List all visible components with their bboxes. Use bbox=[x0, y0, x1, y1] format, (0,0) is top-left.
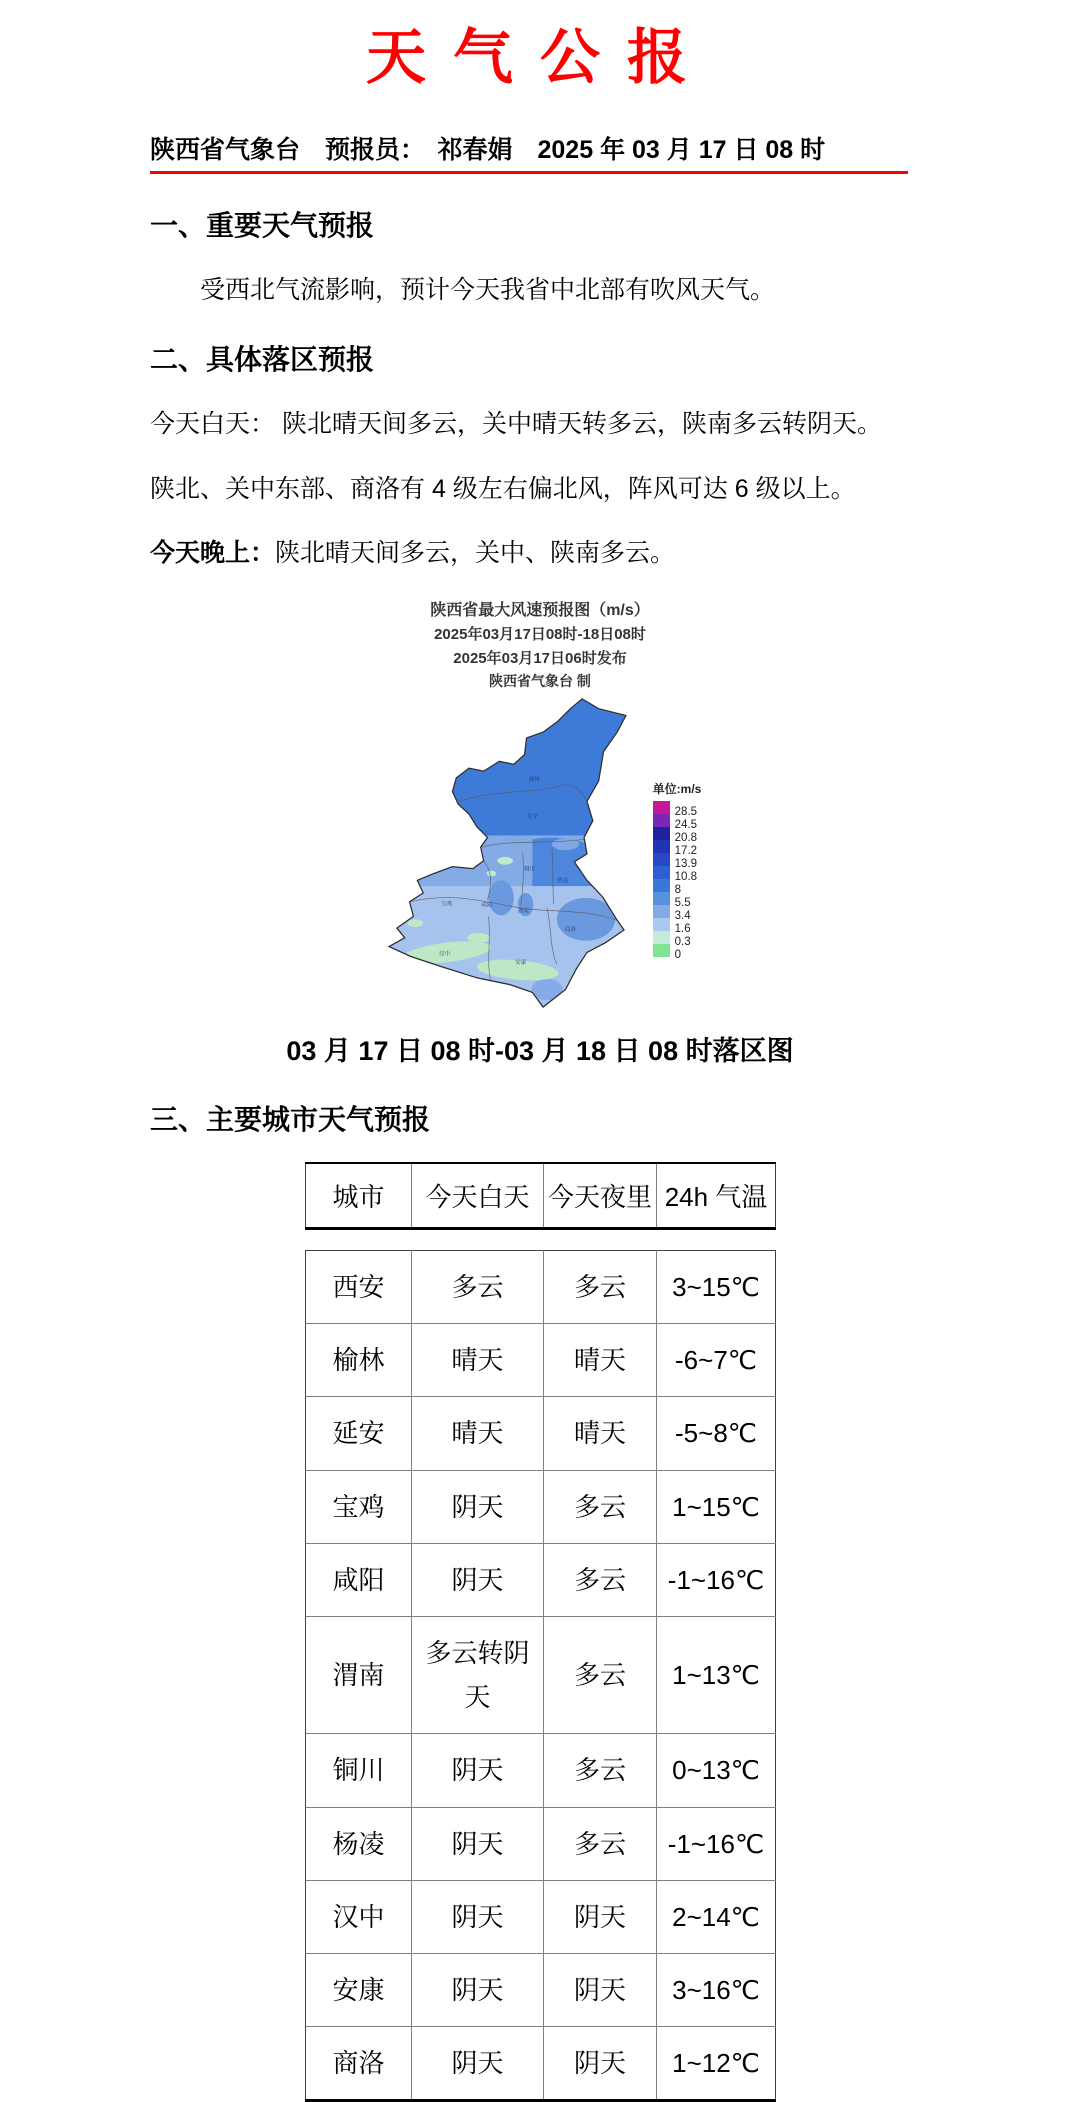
legend-tick-label: 28.5 bbox=[674, 805, 698, 818]
col-header-city: 城市 bbox=[306, 1163, 412, 1229]
legend-tick-label: 17.2 bbox=[674, 844, 698, 857]
night-weather-cell: 阴天 bbox=[544, 1953, 657, 2026]
city-weather-table bbox=[305, 1162, 775, 2102]
night-forecast-body: 陕北晴天间多云，关中、陕南多云。 bbox=[275, 538, 676, 567]
temp-range-cell: -5~8℃ bbox=[657, 1397, 776, 1470]
night-forecast-text bbox=[150, 535, 960, 571]
legend-swatch bbox=[653, 853, 670, 866]
region-label-xian: 西安 bbox=[517, 908, 529, 915]
night-weather-cell: 多云 bbox=[544, 1470, 657, 1543]
shaanxi-wind-map bbox=[379, 697, 637, 1009]
legend-swatch bbox=[653, 827, 670, 840]
map-issued: 2025年03月17日06时发布 bbox=[453, 650, 627, 667]
region-label-xianyang: 咸阳 bbox=[480, 902, 492, 909]
day-weather-cell: 阴天 bbox=[412, 1470, 544, 1543]
temp-range-cell: 0~13℃ bbox=[657, 1734, 776, 1807]
table-row bbox=[306, 1616, 776, 1733]
legend-swatch bbox=[653, 879, 670, 892]
city-cell: 榆林 bbox=[306, 1324, 412, 1397]
map-caption: 03 月 17 日 08 时-03 月 18 日 08 时落区图 bbox=[286, 1036, 794, 1066]
city-cell: 安康 bbox=[306, 1953, 412, 2026]
legend-swatch bbox=[653, 931, 670, 944]
table-row bbox=[306, 1397, 776, 1470]
night-weather-cell: 阴天 bbox=[544, 1880, 657, 1953]
night-weather-cell: 多云 bbox=[544, 1734, 657, 1807]
temp-range-cell: 3~16℃ bbox=[657, 1953, 776, 2026]
region-label-weinan: 渭南 bbox=[556, 878, 568, 885]
col-header-night: 今天夜里 bbox=[544, 1163, 657, 1229]
legend-swatch bbox=[653, 918, 670, 931]
legend-tick-label: 5.5 bbox=[674, 896, 691, 909]
day-weather-cell: 晴天 bbox=[412, 1324, 544, 1397]
city-cell: 渭南 bbox=[306, 1616, 412, 1733]
night-weather-cell: 多云 bbox=[544, 1616, 657, 1733]
legend-tick-label: 24.5 bbox=[674, 818, 698, 831]
day-weather-cell: 阴天 bbox=[412, 1953, 544, 2026]
map-fill-layers bbox=[386, 697, 630, 1009]
day-weather-cell: 多云 bbox=[412, 1251, 544, 1324]
temp-range-cell: 1~13℃ bbox=[657, 1616, 776, 1733]
legend-color-scale bbox=[653, 801, 698, 961]
day-weather-cell: 多云转阴天 bbox=[412, 1616, 544, 1733]
region-label-shangluo: 商洛 bbox=[564, 927, 576, 933]
day-weather-cell: 晴天 bbox=[412, 1397, 544, 1470]
city-cell: 延安 bbox=[306, 1397, 412, 1470]
legend-tick-label: 8 bbox=[674, 883, 682, 896]
day-weather-cell: 阴天 bbox=[412, 1543, 544, 1616]
table-row bbox=[306, 1543, 776, 1616]
night-weather-cell: 晴天 bbox=[544, 1397, 657, 1470]
night-weather-cell: 晴天 bbox=[544, 1324, 657, 1397]
city-cell: 铜川 bbox=[306, 1734, 412, 1807]
important-forecast-text: 受西北气流影响，预计今天我省中北部有吹风天气。 bbox=[200, 276, 776, 304]
legend-tick-label: 0.3 bbox=[674, 935, 691, 948]
table-row bbox=[306, 1953, 776, 2026]
night-weather-cell: 阴天 bbox=[544, 2027, 657, 2101]
map-legend bbox=[652, 780, 702, 961]
section-2-heading: 二、具体落区预报 bbox=[150, 344, 375, 376]
city-cell: 商洛 bbox=[306, 2027, 412, 2101]
map-title: 陕西省最大风速预报图（m/s） bbox=[430, 602, 650, 619]
legend-swatch bbox=[653, 866, 670, 879]
legend-tick-label: 1.6 bbox=[674, 922, 691, 935]
map-period: 2025年03月17日08时-18日08时 bbox=[434, 626, 646, 643]
region-label-yulin: 榆林 bbox=[528, 776, 540, 783]
day-weather-cell: 阴天 bbox=[412, 2027, 544, 2101]
temp-range-cell: -1~16℃ bbox=[657, 1543, 776, 1616]
night-forecast-label: 今天晚上： bbox=[150, 538, 276, 567]
city-cell: 西安 bbox=[306, 1251, 412, 1324]
legend-swatch bbox=[653, 814, 670, 827]
map-producer: 陕西省气象台 制 bbox=[489, 673, 591, 689]
meta-line: 陕西省气象台 预报员： 祁春娟 2025 年 03 月 17 日 08 时 bbox=[150, 130, 908, 174]
legend-tick-label: 13.9 bbox=[674, 857, 698, 870]
day-weather-cell: 阴天 bbox=[412, 1880, 544, 1953]
table-row bbox=[306, 2027, 776, 2101]
temp-range-cell: 2~14℃ bbox=[657, 1880, 776, 1953]
temp-range-cell: 1~12℃ bbox=[657, 2027, 776, 2101]
legend-tick-label: 0 bbox=[674, 948, 682, 961]
legend-tick-label: 10.8 bbox=[674, 870, 698, 883]
region-label-ankang: 安康 bbox=[514, 960, 526, 967]
table-row bbox=[306, 1807, 776, 1880]
temp-range-cell: -6~7℃ bbox=[657, 1324, 776, 1397]
col-header-temp: 24h 气温 bbox=[657, 1163, 776, 1229]
legend-row bbox=[653, 801, 698, 818]
city-cell: 咸阳 bbox=[306, 1543, 412, 1616]
night-weather-cell: 多云 bbox=[544, 1251, 657, 1324]
table-row bbox=[306, 1470, 776, 1543]
legend-swatch bbox=[653, 944, 670, 957]
legend-swatch bbox=[653, 840, 670, 853]
page-title: 天气公报 bbox=[366, 24, 714, 91]
legend-tick-label: 20.8 bbox=[674, 831, 698, 844]
temp-range-cell: 3~15℃ bbox=[657, 1251, 776, 1324]
section-3-heading: 三、主要城市天气预报 bbox=[150, 1104, 431, 1135]
table-row bbox=[306, 1880, 776, 1953]
region-label-baoji: 宝鸡 bbox=[440, 901, 452, 908]
col-header-day: 今天白天 bbox=[412, 1163, 544, 1229]
legend-swatch bbox=[653, 801, 670, 814]
table-row bbox=[306, 1251, 776, 1324]
legend-swatch bbox=[653, 892, 670, 905]
section-1-heading: 一、重要天气预报 bbox=[150, 210, 375, 241]
region-label-yanan: 延安 bbox=[526, 813, 538, 820]
table-row bbox=[306, 1324, 776, 1397]
region-label-hanzhong: 汉中 bbox=[438, 951, 450, 958]
day-weather-cell: 阴天 bbox=[412, 1807, 544, 1880]
city-cell: 杨凌 bbox=[306, 1807, 412, 1880]
legend-swatch bbox=[653, 905, 670, 918]
wind-speed-map-figure bbox=[0, 597, 1080, 1009]
table-row bbox=[306, 1734, 776, 1807]
day-weather-cell: 阴天 bbox=[412, 1734, 544, 1807]
region-label-tongchuan: 铜川 bbox=[523, 866, 535, 873]
temp-range-cell: -1~16℃ bbox=[657, 1807, 776, 1880]
map-title-block bbox=[0, 597, 1080, 691]
city-cell: 宝鸡 bbox=[306, 1470, 412, 1543]
night-weather-cell: 多云 bbox=[544, 1807, 657, 1880]
legend-tick-label: 3.4 bbox=[674, 909, 691, 922]
daytime-forecast-text: 今天白天： 陕北晴天间多云，关中晴天转多云，陕南多云转阴天。 bbox=[150, 410, 882, 439]
city-table-header bbox=[305, 1162, 776, 1230]
city-table-body bbox=[305, 1250, 776, 2102]
legend-unit-label: 单位:m/s bbox=[652, 781, 702, 796]
city-cell: 汉中 bbox=[306, 1880, 412, 1953]
wind-forecast-text: 陕北、关中东部、商洛有 4 级左右偏北风，阵风可达 6 级以上。 bbox=[150, 474, 856, 503]
night-weather-cell: 多云 bbox=[544, 1543, 657, 1616]
temp-range-cell: 1~15℃ bbox=[657, 1470, 776, 1543]
